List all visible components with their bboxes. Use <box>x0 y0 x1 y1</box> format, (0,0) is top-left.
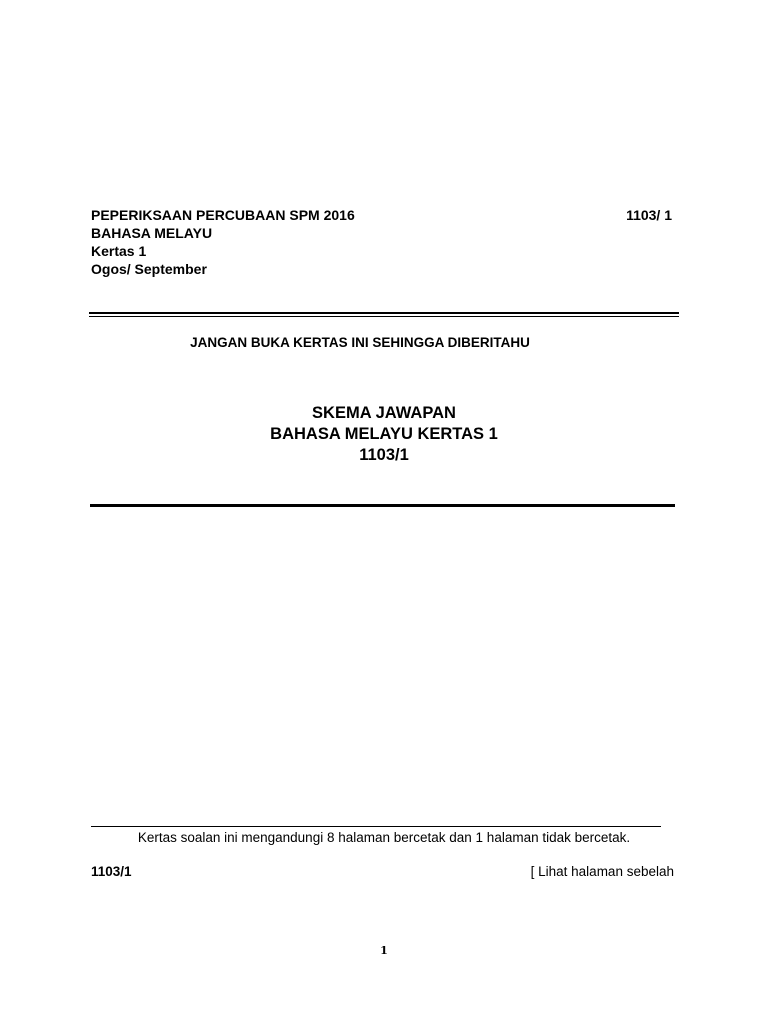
title-line-2: BAHASA MELAYU KERTAS 1 <box>270 425 498 443</box>
footer-paper-code: 1103/1 <box>91 864 132 879</box>
see-next-page: [ Lihat halaman sebelah <box>530 864 674 879</box>
exam-month: Ogos/ September <box>91 261 207 277</box>
paper-code-top: 1103/ 1 <box>626 207 672 223</box>
footer-divider <box>91 826 661 827</box>
title-divider <box>90 504 675 507</box>
paper-number: Kertas 1 <box>91 243 147 259</box>
title-line-1: SKEMA JAWAPAN <box>312 404 456 422</box>
page-count-note: Kertas soalan ini mengandungi 8 halaman bercetak dan 1 halaman tidak bercetak. <box>137 830 631 845</box>
warning-text: JANGAN BUKA KERTAS INI SEHINGGA DIBERITAHU <box>190 335 530 350</box>
exam-title: PEPERIKSAAN PERCUBAAN SPM 2016 <box>91 207 355 223</box>
subject-name: BAHASA MELAYU <box>91 225 213 241</box>
header-divider <box>89 312 679 317</box>
page-number: 1 <box>380 944 388 957</box>
answer-scheme-title <box>0 403 768 466</box>
title-line-3: 1103/1 <box>359 446 409 464</box>
